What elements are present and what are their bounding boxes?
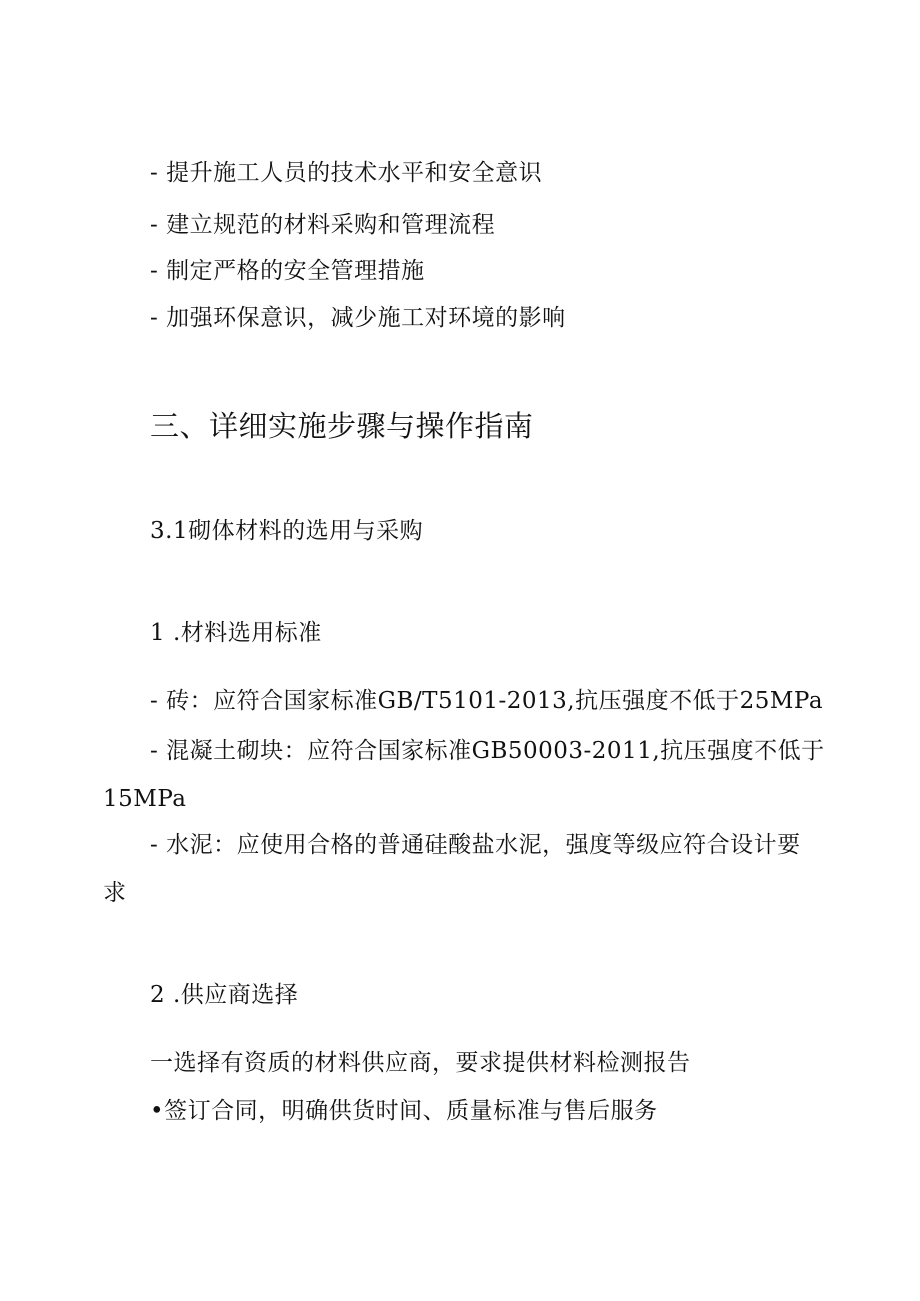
section-heading: 三、详细实施步骤与操作指南 <box>150 409 534 443</box>
bullet-item: - 建立规范的材料采购和管理流程 <box>150 212 496 238</box>
bullet-item: - 制定严格的安全管理措施 <box>150 258 425 284</box>
bullet-item: - 加强环保意识，减少施工对环境的影响 <box>150 305 566 331</box>
standard-line-continuation: 求 <box>103 880 127 906</box>
item-title: 1 .材料选用标准 <box>150 620 322 646</box>
subsection-title: 3.1砌体材料的选用与采购 <box>150 518 424 544</box>
supplier-line: 一选择有资质的材料供应商，要求提供材料检测报告 <box>150 1050 691 1076</box>
standard-line: - 混凝土砌块：应符合国家标准GB50003-2011,抗压强度不低于 <box>150 738 825 764</box>
standard-line-continuation: 15MPa <box>103 786 187 812</box>
standard-line: - 砖：应符合国家标准GB/T5101-2013,抗压强度不低于25MPa <box>150 688 824 714</box>
standard-line: - 水泥：应使用合格的普通硅酸盐水泥，强度等级应符合设计要 <box>150 832 801 858</box>
bullet-item: - 提升施工人员的技术水平和安全意识 <box>150 160 543 186</box>
supplier-line: •签订合同，明确供货时间、质量标准与售后服务 <box>150 1098 658 1124</box>
item-title: 2 .供应商选择 <box>150 982 299 1008</box>
